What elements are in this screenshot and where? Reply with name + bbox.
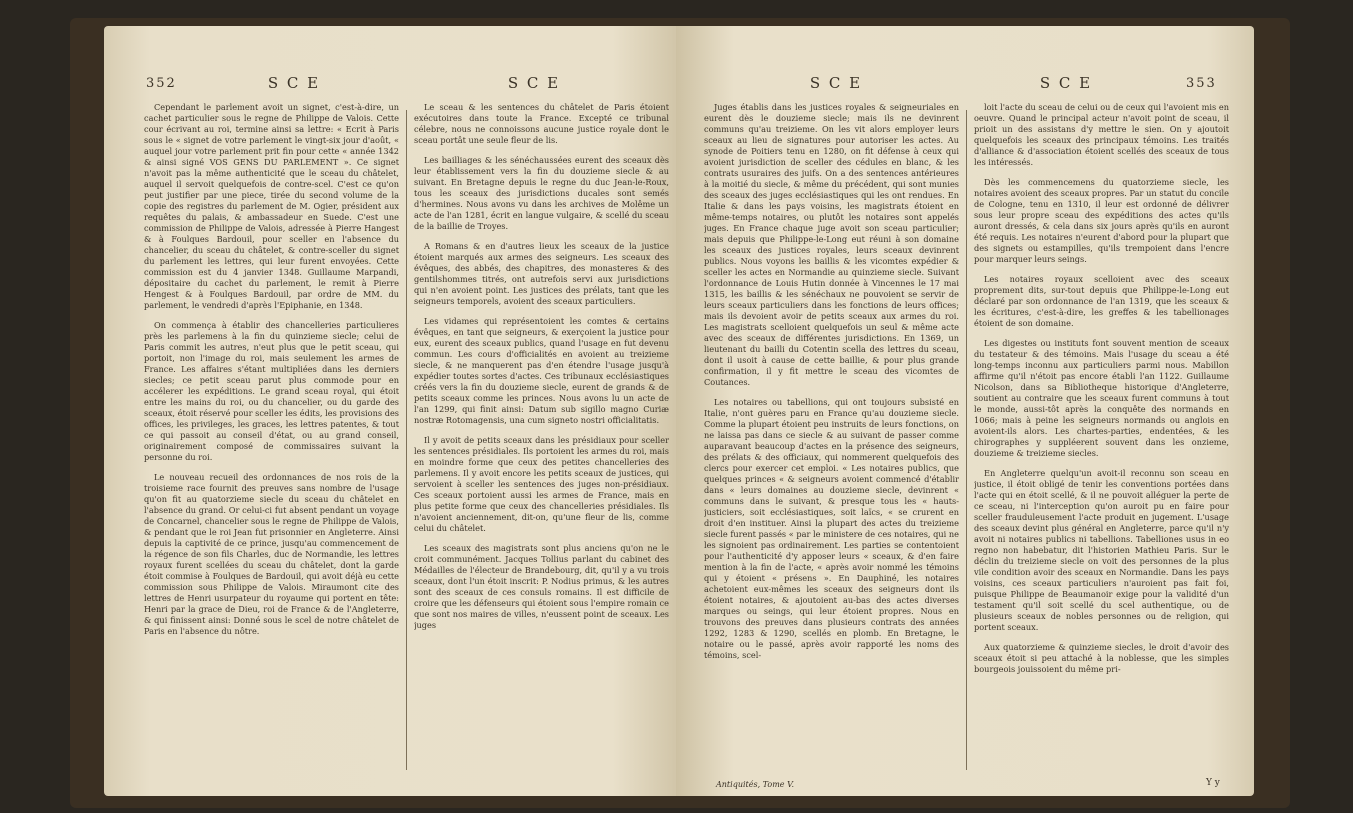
- paragraph: Juges établis dans les justices royales & seigneuriales en eurent dès le douzieme siecle; mais ils ne devinrent communs qu'au treizieme. On les vit alors employer leurs sceaux au lieu de signatures pour autoriser les actes. Au synode de Poitiers tenu en 1280, on fit défense à ceux qui avoient jurisdiction de sceller des cédules en blanc, & les contrats usuraires des juifs. On a des sentences antérieures à la moitié du siecle, & même du précédent, qui sont munies des sceaux des juges ecclésiastiques qui les ont rendues. En Italie & dans les pays voisins, les magistrats étoient en même-temps notaires, ou plutôt les notaires sont appelés juges. En France chaque juge avoit son sceau particulier; mais depuis que Philippe-le-Long eut réuni à son domaine les sceaux des justices royales, leurs sceaux devinrent publics. Nous voyons les baillis & les vicomtes expédier & sceller les actes en Normandie au quinzieme siecle. Suivant l'ordonnance de Louis Hutin donnée à Vincennes le 17 mai 1315, les baillis & les sénéchaux ne pouvoient se servir de leurs sceaux particuliers dans les fonctions de leurs offices; mais ils devoient avoir de petits sceaux aux armes du roi. Les magistrats scelloient quelquefois un seul & même acte avec des sceaux de différentes jurisdictions. En 1369, un lieutenant du bailli du Cotentin scella des lettres du sceau, dont il usoit à cause de cette baillie, & pour plus grande confirmation, il y fit mettre le sceau des vicomtes de Coutances.: [704, 102, 959, 387]
- left-page: [104, 26, 682, 796]
- right-page-header: [676, 74, 1254, 104]
- page-number: 353: [1186, 76, 1217, 91]
- text-column-1: [704, 102, 959, 782]
- paragraph: Les bailliages & les sénéchaussées eurent des sceaux dès leur établissement vers la fin du douzieme siecle & au suivant. En Bretagne depuis le regne du duc Jean-le-Roux, tous les sceaux des jurisdictions ducales sont semés d'hermines. Nous avons vu dans les archives de Molême un acte de l'an 1281, écrit en langue vulgaire, & scellé du sceau de la baillie de Troyes.: [414, 155, 669, 231]
- left-page-header: [104, 74, 682, 104]
- paragraph: Les sceaux des magistrats sont plus anciens qu'on ne le croit communément. Jacques Tollius parlant du cabinet des Médailles de l'électeur de Brandebourg, dit, qu'il y a vu trois sceaux, dont l'un étoit inscrit: P. Nodius primus, & les autres sont des sceaux de ces consuls romains. Il est difficile de croire que les défenseurs qui étoient sous l'empire romain ce que sont nos maires de villes, n'eussent point de sceaux. Les juges: [414, 543, 669, 630]
- open-book: [70, 18, 1290, 808]
- paragraph: Aux quatorzieme & quinzieme siecles, le droit d'avoir des sceaux étoit si peu attaché à la noblesse, que les simples bourgeois jouissoient du même pri-: [974, 642, 1229, 674]
- paragraph: loit l'acte du sceau de celui ou de ceux qui l'avoient mis en oeuvre. Quand le principal acteur n'avoit point de sceau, il prioit un des assistans d'y mettre le sien. On y ajoutoit quelquefois les sceaux des principaux témoins. Les traités d'alliance & d'association étoient scellés des sceaux de tous les intéressés.: [974, 102, 1229, 167]
- paragraph: Les vidames qui représentoient les comtes & certains évêques, en tant que seigneurs, & exerçoient la justice pour eux, eurent des sceaux publics, quand l'usage en fut devenu commun. Les cours d'officialités en avoient au treizieme siecle, & ne manquerent pas d'en étendre l'usage jusqu'à expédier toutes sortes d'actes. Ces tribunaux ecclésiastiques créés vers la fin du douzieme siecle, eurent de grands & de petits sceaux comme les princes. Nous avons lu un acte de l'an 1299, qui finit ainsi: Datum sub sigillo magno Curiæ nostræ Rotomagensis, una cum signeto nostri officialitatis.: [414, 316, 669, 425]
- page-number: 352: [146, 76, 177, 91]
- paragraph: Cependant le parlement avoit un signet, c'est-à-dire, un cachet particulier sous le regne de Philippe de Valois. Cette cour écrivant au roi, termine ainsi sa lettre: « Ecrit à Paris sous le « signet de votre parlement le vingt-six jour d'août, « auquel jour votre parlement prit fin pour cette « année 1342 & ainsi signé VOS GENS DU PARLEMENT ». Ce signet n'avoit pas la même authenticité que le sceau du châtelet, auquel il servoit quelquefois de contre-scel. C'est ce qu'on peut justifier par une piece, tirée du second volume de la copie des registres du parlement de M. Ogier, président aux requêtes du palais, & ambassadeur en Suede. C'est une commission de Philippe de Valois, adressée à Pierre Hangest & à Foulques Bardouil, pour sceller en l'absence du chancelier, du sceau du châtelet, & contre-sceller du signet du parlement les lettres, qui leur furent envoyées. Cette commission est du 4 janvier 1348. Guillaume Marpandi, dépositaire du cachet du parlement, le remit à Pierre Hengest & à Foulques Bardouil, par ordre de MM. du parlement, le vendredi d'après l'Epiphanie, en 1348.: [144, 102, 399, 310]
- paragraph: On commença à établir des chancelleries particulieres près les parlemens à la fin du quinzieme siecle; celui de Paris commit les autres, n'eut plus que le petit sceau, qui portoit, non l'image du roi, mais seulement les armes de France. Les affaires s'étant multipliées dans les derniers siecles; ce petit sceau parut plus commode pour en accélerer les expéditions. Le grand sceau royal, qui étoit entre les mains du roi, ou du chancelier, ou du garde des sceaux, étoit réservé pour sceller les édits, les provisions des offices, les privileges, les graces, les lettres patentes, & tout ce qui passoit au conseil d'état, ou au grand conseil, originairement composé de commissaires suivant la personne du roi.: [144, 320, 399, 462]
- paragraph: Les notaires ou tabellions, qui ont toujours subsisté en Italie, n'ont guères paru en France qu'au douzieme siecle. Comme la plupart étoient peu instruits de leurs fonctions, on ne laissa pas dans ce siecle & au suivant de passer comme auparavant beaucoup d'actes en la présence des seigneurs, des prélats & des officiaux, qui nommerent quelquefois des clercs pour exercer cet emploi. « Les notaires publics, que quelques princes « & seigneurs avoient commencé d'établir dans « leurs domaines au douzieme siecle, devinrent « communs dans le suivant, & presque tous les « hauts-justiciers, soit ecclésiastiques, soit laïcs, « se crurent en droit d'en instituer. Ainsi la plupart des actes du treizieme siecle furent passés « par le ministere de ces notaires, qui ne les signoient pas ordinairement. Les parties se contentoient pour l'authenticité d'y apposer leurs « sceaux, & d'en faire mention à la fin de l'acte, « après avoir nommé les témoins qui y étoient « présens ». En Dauphiné, les notaires achetoient eux-mêmes les sceaux des seigneurs dont ils étoient notaires, & ajoutoient au-bas des actes diverses marques ou seings, qui leur étoient propres. Nous en trouvons des preuves dans plusieurs contrats des années 1292, 1283 & 1290, scellés en plomb. En Bretagne, le notaire ou le passé, après avoir rapporté les noms des témoins, scel-: [704, 397, 959, 660]
- right-page: [676, 26, 1254, 796]
- paragraph: Les notaires royaux scelloient avec des sceaux proprement dits, sur-tout depuis que Philippe-le-Long eut déclaré par son ordonnance de l'an 1319, que les sceaux & les écritures, c'est-à-dire, les greffes & les tabellionages étoient de son domaine.: [974, 274, 1229, 328]
- paragraph: En Angleterre quelqu'un avoit-il reconnu son sceau en justice, il étoit obligé de tenir les conventions portées dans l'acte qui en étoit scellé, & il ne pouvoit alléguer la perte de ce sceau, ni l'interception qu'on auroit pu en faire pour sceller frauduleusement l'acte produit en jugement. L'usage des sceaux devint plus général en Angleterre, parce qu'il n'y avoit ni notaires publics ni tabellions. Tabelliones usus in eo regno non habebatur, dit l'historien Mathieu Paris. Sur le déclin du treizieme siecle on voit des personnes de la plus vile condition avoir des sceaux en Normandie. Dans les pays voisins, ces sceaux particuliers n'auroient pas fait foi, puisque Philippe de Beaumanoir exige pour la validité d'un testament qu'il soit scellé du scel authentique, ou de plusieurs sceaux de nobles personnes ou de religion, qui portent sceaux.: [974, 468, 1229, 632]
- running-head: S C E: [267, 74, 321, 92]
- column-rule: [406, 110, 407, 770]
- paragraph: Les digestes ou instituts font souvent mention de sceaux du testateur & des témoins. Mais l'usage du sceau a été long-temps inconnu aux particuliers parmi nous. Mabillon affirme qu'il n'étoit pas encore établi l'an 1122. Guillaume Nicolson, dans sa Bibliotheque historique d'Angleterre, soutient au contraire que les sceaux furent communs à tout le monde, aussi-tôt après la conquête des normands en 1066; mais à peine les seigneurs normands ou anglois en avoient-ils alors. Les chartes-parties, endentées, & les chirographes y suppléerent souvent dans les onzieme, douzieme & treizieme siecles.: [974, 338, 1229, 458]
- paragraph: Le nouveau recueil des ordonnances de nos rois de la troisieme race fournit des preuves sans nombre de l'usage qu'on fit au quatorzieme siecle du sceau du châtelet en l'absence du grand. Or celui-ci fut absent pendant un voyage de Concarnel, chancelier sous le regne de Philippe de Valois, & pendant que le roi Jean fut prisonnier en Angleterre. Ainsi depuis la captivité de ce prince, jusqu'au commencement de la régence de son fils Charles, duc de Normandie, les lettres royaux furent scellées du sceau du châtelet, dont la garde étoit commise à Foulques de Bardouil, qui avoit déjà eu cette commission sous Philippe de Valois. Miraumont cite des lettres de Henri usurpateur du royaume qui portent en tête: Henri par la grace de Dieu, roi de France & de l'Angleterre, & qui finissent ainsi: Donné sous le scel de notre châtelet de Paris en l'absence du nôtre.: [144, 472, 399, 636]
- paragraph: Dès les commencemens du quatorzieme siecle, les notaires avoient des sceaux propres. Par un statut du concile de Cologne, tenu en 1310, il leur est ordonné de délivrer sous leur propre sceau des expéditions des actes qu'ils auront dressés, & cela dans six jours après qu'ils en auront été requis. Les notaires n'eurent d'abord pour la plupart que des signets ou estampilles, qu'ils trempoient dans l'encre pour marquer leurs seings.: [974, 177, 1229, 264]
- column-rule: [966, 110, 967, 770]
- running-head: S C E: [1039, 74, 1093, 92]
- running-head: S C E: [507, 74, 561, 92]
- running-head: S C E: [809, 74, 863, 92]
- text-column-1: [144, 102, 399, 782]
- text-column-2: [974, 102, 1229, 782]
- paragraph: A Romans & en d'autres lieux les sceaux de la justice étoient marqués aux armes des seigneurs. Les sceaux des évêques, des abbés, des chapitres, des monasteres & des gentilshommes titrés, ont autrefois servi aux jurisdictions qui n'en avoient point. Les justices des prélats, tant que les seigneurs temporels, avoient des sceaux particuliers.: [414, 241, 669, 306]
- paragraph: Il y avoit de petits sceaux dans les présidiaux pour sceller les sentences présidiales. Ils portoient les armes du roi, mais en moindre forme que ceux des petites chancelleries des parlemens. Il y avoit encore les petits sceaux de justices, qui servoient à sceller les sentences des juges non-présidiaux. Ces sceaux portoient aussi les armes de France, mais en plus petite forme que ceux des chancelleries présidiales. Ils n'avoient anciennement, dit-on, qu'une fleur de lis, comme celui du châtelet.: [414, 435, 669, 533]
- paragraph: Le sceau & les sentences du châtelet de Paris étoient exécutoires dans toute la France. Excepté ce tribunal célebre, nous ne connoissons aucune justice royale dont le sceau portât une seule fleur de lis.: [414, 102, 669, 145]
- text-column-2: [414, 102, 669, 782]
- footer-volume: Antiquités, Tome V.: [716, 780, 794, 789]
- signature-mark: Y y: [1206, 778, 1220, 788]
